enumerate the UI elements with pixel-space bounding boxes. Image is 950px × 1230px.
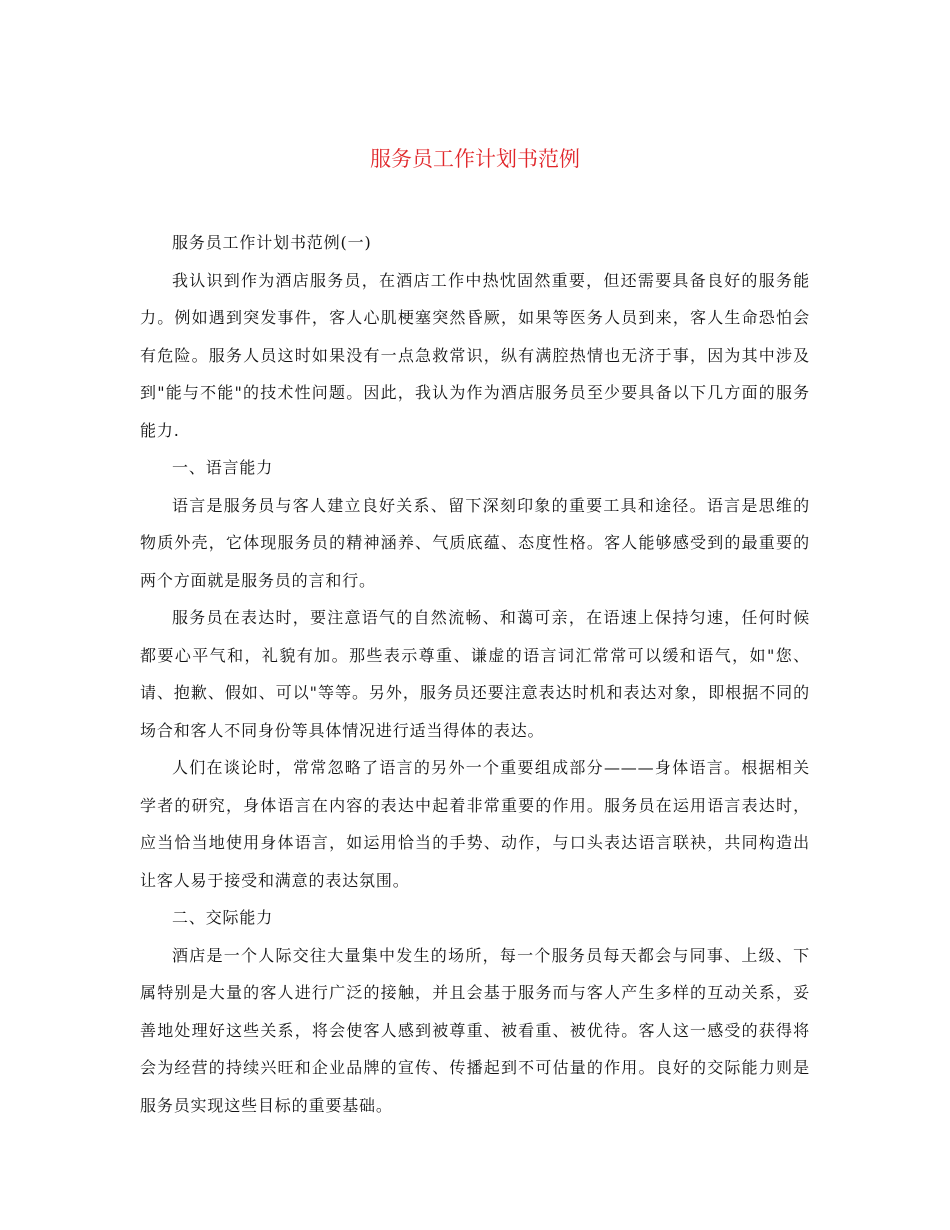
section-heading: 二、交际能力 xyxy=(172,908,274,927)
document-title: 服务员工作计划书范例 xyxy=(370,147,580,171)
document-body xyxy=(140,224,810,1124)
section-heading: 服务员工作计划书范例(一) xyxy=(172,233,372,252)
body-paragraph: 语言是服务员与客人建立良好关系、留下深刻印象的重要工具和途径。语言是思维的物质外壳，它体现服务员的精神涵养、气质底蕴、态度性格。客人能够感受到的最重要的两个方面就是服务员的言和行。 xyxy=(140,495,810,590)
body-paragraph: 人们在谈论时，常常忽略了语言的另外一个重要组成部分———身体语言。根据相关学者的研究，身体语言在内容的表达中起着非常重要的作用。服务员在运用语言表达时，应当恰当地使用身体语言，如运用恰当的手势、动作，与口头表达语言联袂，共同构造出让客人易于接受和满意的表达氛围。 xyxy=(140,758,810,890)
section-heading: 一、语言能力 xyxy=(172,458,274,477)
body-paragraph: 我认识到作为酒店服务员，在酒店工作中热忱固然重要，但还需要具备良好的服务能力。例如遇到突发事件，客人心肌梗塞突然昏厥，如果等医务人员到来，客人生命恐怕会有危险。服务人员这时如果没有一点急救常识，纵有满腔热情也无济于事，因为其中涉及到"能与不能"的技术性问题。因此，我认为作为酒店服务员至少要具备以下几方面的服务能力. xyxy=(140,270,810,440)
body-paragraph: 酒店是一个人际交往大量集中发生的场所，每一个服务员每天都会与同事、上级、下属特别是大量的客人进行广泛的接触，并且会基于服务而与客人产生多样的互动关系，妥善地处理好这些关系，将会使客人感到被尊重、被看重、被优待。客人这一感受的获得将会为经营的持续兴旺和企业品牌的宣传、传播起到不可估量的作用。良好的交际能力则是服务员实现这些目标的重要基础。 xyxy=(140,945,810,1115)
body-paragraph: 服务员在表达时，要注意语气的自然流畅、和蔼可亲，在语速上保持匀速，任何时候都要心平气和，礼貌有加。那些表示尊重、谦虚的语言词汇常常可以缓和语气，如"您、请、抱歉、假如、可以"等等。另外，服务员还要注意表达时机和表达对象，即根据不同的场合和客人不同身份等具体情况进行适当得体的表达。 xyxy=(140,608,810,740)
